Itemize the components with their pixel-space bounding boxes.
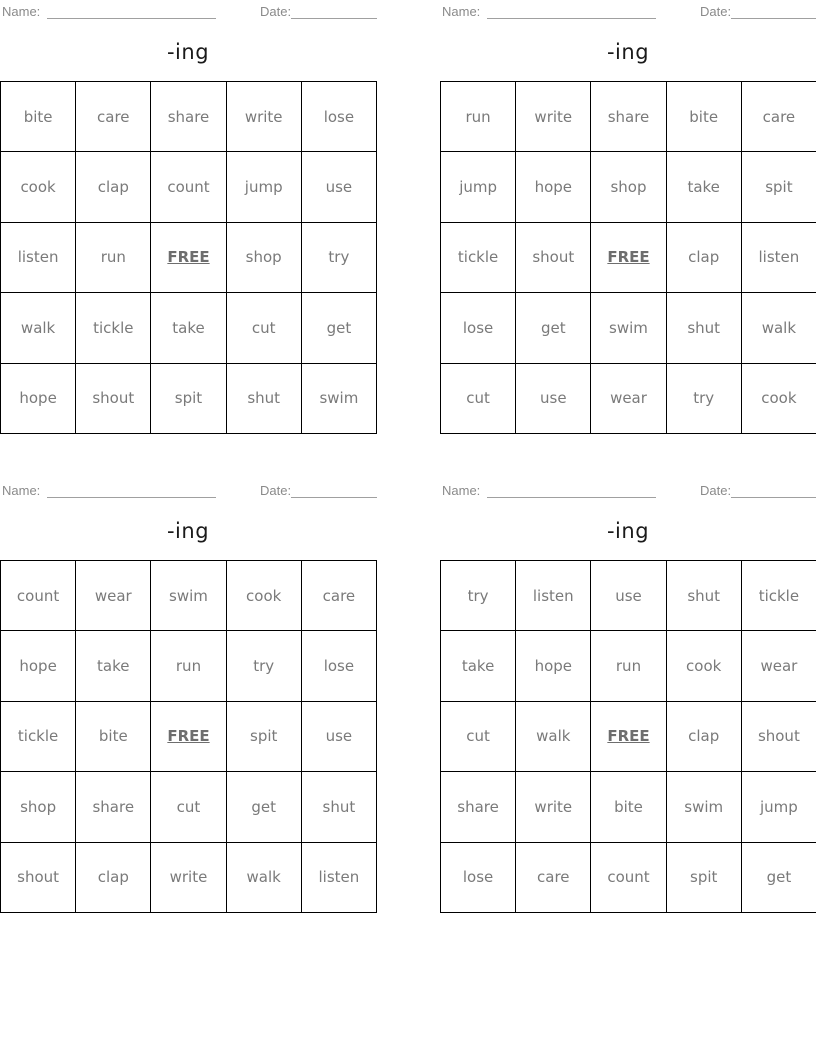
bingo-cell: cook xyxy=(742,364,816,434)
date-blank-line xyxy=(291,482,377,498)
bingo-cell: count xyxy=(1,561,76,631)
date-label: Date: xyxy=(700,483,732,498)
bingo-cell: run xyxy=(151,631,226,701)
bingo-cell: shout xyxy=(76,364,151,434)
name-blank-line xyxy=(47,482,216,498)
free-cell: FREE xyxy=(591,702,666,772)
date-label: Date: xyxy=(260,483,292,498)
bingo-cell: tickle xyxy=(76,293,151,363)
bingo-grid xyxy=(440,81,816,434)
bingo-cell: write xyxy=(151,843,226,913)
bingo-cell: clap xyxy=(76,843,151,913)
bingo-cell: listen xyxy=(1,223,76,293)
bingo-cell: bite xyxy=(1,82,76,152)
bingo-cell: get xyxy=(302,293,377,363)
bingo-cell: lose xyxy=(302,631,377,701)
bingo-cell: share xyxy=(591,82,666,152)
card-header xyxy=(0,483,377,503)
bingo-cell: count xyxy=(151,152,226,222)
free-cell: FREE xyxy=(151,702,226,772)
bingo-cell: spit xyxy=(667,843,742,913)
date-blank-line xyxy=(291,3,377,19)
bingo-grid xyxy=(440,560,816,913)
bingo-cell: try xyxy=(227,631,302,701)
name-label: Name: xyxy=(2,4,41,19)
date-label: Date: xyxy=(700,4,732,19)
bingo-cell: spit xyxy=(742,152,816,222)
free-cell: FREE xyxy=(591,223,666,293)
bingo-cell: write xyxy=(516,82,591,152)
bingo-cell: cook xyxy=(227,561,302,631)
bingo-cell: clap xyxy=(76,152,151,222)
bingo-cell: get xyxy=(227,772,302,842)
bingo-card-4 xyxy=(440,479,816,914)
free-cell: FREE xyxy=(151,223,226,293)
bingo-cell: shout xyxy=(1,843,76,913)
card-title: -ing xyxy=(166,519,210,543)
bingo-cell: get xyxy=(516,293,591,363)
bingo-cell: shop xyxy=(1,772,76,842)
bingo-cell: listen xyxy=(742,223,816,293)
bingo-cell: spit xyxy=(227,702,302,772)
name-label: Name: xyxy=(442,4,481,19)
date-blank-line xyxy=(731,3,816,19)
bingo-cell: bite xyxy=(591,772,666,842)
bingo-cell: listen xyxy=(302,843,377,913)
bingo-cell: spit xyxy=(151,364,226,434)
bingo-cell: use xyxy=(516,364,591,434)
card-header xyxy=(440,483,816,503)
bingo-cell: hope xyxy=(1,364,76,434)
bingo-cell: shut xyxy=(227,364,302,434)
bingo-cell: shut xyxy=(667,561,742,631)
card-title: -ing xyxy=(606,40,650,64)
bingo-cell: cut xyxy=(441,364,516,434)
bingo-cell: cook xyxy=(1,152,76,222)
bingo-cell: shop xyxy=(591,152,666,222)
bingo-cell: share xyxy=(441,772,516,842)
bingo-cell: walk xyxy=(742,293,816,363)
bingo-cell: shop xyxy=(227,223,302,293)
bingo-cell: tickle xyxy=(441,223,516,293)
bingo-cell: shut xyxy=(302,772,377,842)
bingo-cell: shout xyxy=(516,223,591,293)
bingo-cell: listen xyxy=(516,561,591,631)
name-label: Name: xyxy=(442,483,481,498)
bingo-cell: swim xyxy=(151,561,226,631)
bingo-cell: use xyxy=(591,561,666,631)
bingo-cell: take xyxy=(441,631,516,701)
date-label: Date: xyxy=(260,4,292,19)
card-title: -ing xyxy=(606,519,650,543)
card-header xyxy=(440,4,816,24)
bingo-cell: swim xyxy=(591,293,666,363)
bingo-cell: run xyxy=(441,82,516,152)
bingo-cell: tickle xyxy=(1,702,76,772)
bingo-cell: share xyxy=(76,772,151,842)
bingo-cell: use xyxy=(302,152,377,222)
bingo-cell: walk xyxy=(1,293,76,363)
bingo-grid xyxy=(0,560,377,913)
bingo-cell: bite xyxy=(667,82,742,152)
bingo-cell: share xyxy=(151,82,226,152)
bingo-cell: hope xyxy=(1,631,76,701)
bingo-cell: care xyxy=(742,82,816,152)
bingo-cell: cut xyxy=(227,293,302,363)
bingo-cell: try xyxy=(667,364,742,434)
date-blank-line xyxy=(731,482,816,498)
bingo-cell: cut xyxy=(151,772,226,842)
bingo-cell: jump xyxy=(227,152,302,222)
bingo-cell: jump xyxy=(441,152,516,222)
bingo-cell: care xyxy=(302,561,377,631)
bingo-cell: bite xyxy=(76,702,151,772)
bingo-card-1 xyxy=(0,0,377,435)
bingo-cell: care xyxy=(516,843,591,913)
bingo-cell: write xyxy=(516,772,591,842)
bingo-cell: walk xyxy=(227,843,302,913)
bingo-cell: cut xyxy=(441,702,516,772)
bingo-cell: wear xyxy=(742,631,816,701)
bingo-cell: count xyxy=(591,843,666,913)
bingo-cell: swim xyxy=(302,364,377,434)
bingo-cell: run xyxy=(76,223,151,293)
bingo-cell: write xyxy=(227,82,302,152)
bingo-cell: hope xyxy=(516,631,591,701)
bingo-cell: shut xyxy=(667,293,742,363)
bingo-cell: wear xyxy=(76,561,151,631)
card-header xyxy=(0,4,377,24)
bingo-cell: shout xyxy=(742,702,816,772)
bingo-cell: tickle xyxy=(742,561,816,631)
bingo-cell: hope xyxy=(516,152,591,222)
name-blank-line xyxy=(487,3,656,19)
bingo-cell: jump xyxy=(742,772,816,842)
bingo-cell: use xyxy=(302,702,377,772)
bingo-cell: get xyxy=(742,843,816,913)
name-blank-line xyxy=(47,3,216,19)
bingo-cell: take xyxy=(667,152,742,222)
bingo-cell: take xyxy=(151,293,226,363)
bingo-cell: care xyxy=(76,82,151,152)
bingo-cell: lose xyxy=(441,843,516,913)
bingo-cell: lose xyxy=(441,293,516,363)
bingo-cell: clap xyxy=(667,223,742,293)
bingo-card-3 xyxy=(0,479,377,914)
bingo-grid xyxy=(0,81,377,434)
bingo-cell: cook xyxy=(667,631,742,701)
bingo-card-2 xyxy=(440,0,816,435)
bingo-cell: run xyxy=(591,631,666,701)
name-label: Name: xyxy=(2,483,41,498)
bingo-cell: wear xyxy=(591,364,666,434)
bingo-cell: swim xyxy=(667,772,742,842)
bingo-cell: try xyxy=(302,223,377,293)
bingo-cell: try xyxy=(441,561,516,631)
name-blank-line xyxy=(487,482,656,498)
bingo-cell: lose xyxy=(302,82,377,152)
card-title: -ing xyxy=(166,40,210,64)
bingo-cell: clap xyxy=(667,702,742,772)
bingo-cell: walk xyxy=(516,702,591,772)
bingo-cell: take xyxy=(76,631,151,701)
